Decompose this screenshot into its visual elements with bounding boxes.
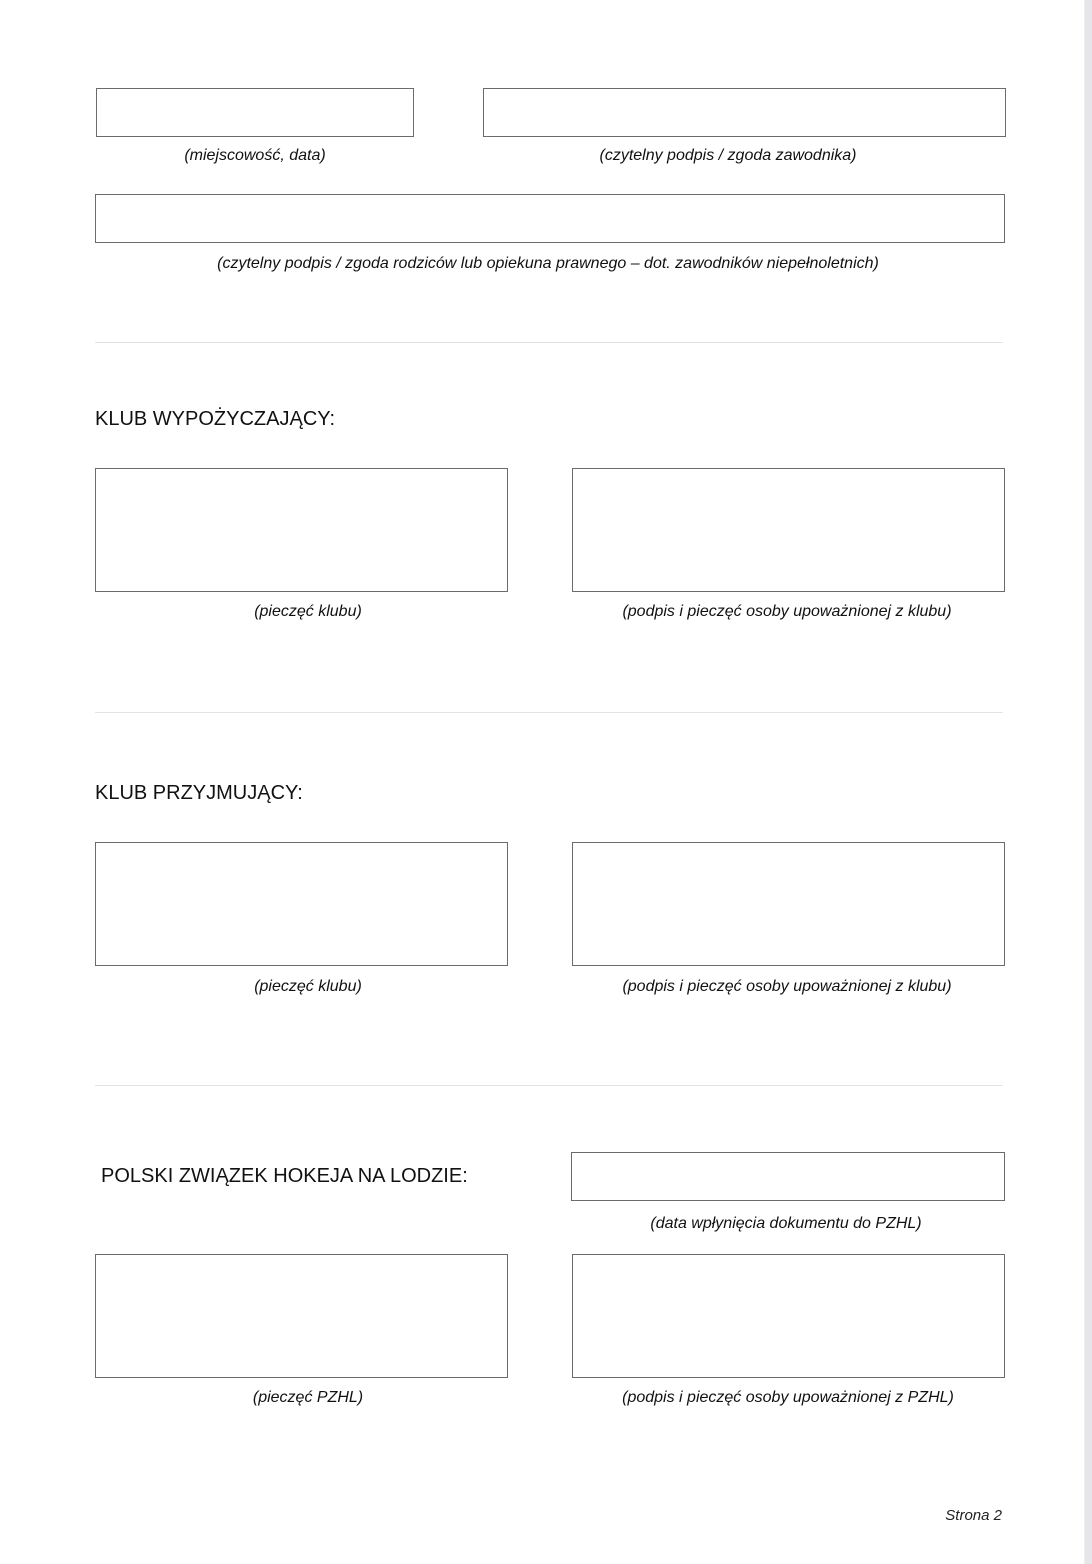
receiving-club-signature-caption: (podpis i pieczęć osoby upoważnionej z klubu) [622,978,952,995]
lending-club-heading: KLUB WYPOŻYCZAJĄCY: [95,408,336,430]
lending-club-signature-field[interactable] [572,468,1005,592]
receiving-club-stamp-field[interactable] [95,842,508,966]
federation-heading: POLSKI ZWIĄZEK HOKEJA NA LODZIE: [101,1165,468,1187]
section-divider [95,342,1003,343]
received-date-caption: (data wpłynięcia dokumentu do PZHL) [650,1215,922,1232]
receiving-club-signature-field[interactable] [572,842,1005,966]
receiving-club-heading: KLUB PRZYJMUJĄCY: [95,782,303,804]
player-signature-caption: (czytelny podpis / zgoda zawodnika) [599,147,857,164]
place-date-field[interactable] [96,88,414,137]
parent-signature-field[interactable] [95,194,1005,243]
section-divider [95,1085,1003,1086]
federation-stamp-field[interactable] [95,1254,508,1378]
section-divider [95,712,1003,713]
player-signature-field[interactable] [483,88,1006,137]
received-date-field[interactable] [571,1152,1005,1201]
lending-club-signature-caption: (podpis i pieczęć osoby upoważnionej z klubu) [622,603,952,620]
federation-signature-caption: (podpis i pieczęć osoby upoważnionej z PZHL) [622,1389,954,1406]
place-date-caption: (miejscowość, data) [184,147,326,164]
lending-club-stamp-caption: (pieczęć klubu) [254,603,362,620]
federation-signature-field[interactable] [572,1254,1005,1378]
receiving-club-stamp-caption: (pieczęć klubu) [254,978,362,995]
scrollbar[interactable] [1084,0,1092,1564]
page-number: Strona 2 [945,1507,1002,1524]
lending-club-stamp-field[interactable] [95,468,508,592]
federation-stamp-caption: (pieczęć PZHL) [252,1389,364,1406]
parent-signature-caption: (czytelny podpis / zgoda rodziców lub opiekuna prawnego – dot. zawodników niepełnoletnich) [217,255,879,272]
